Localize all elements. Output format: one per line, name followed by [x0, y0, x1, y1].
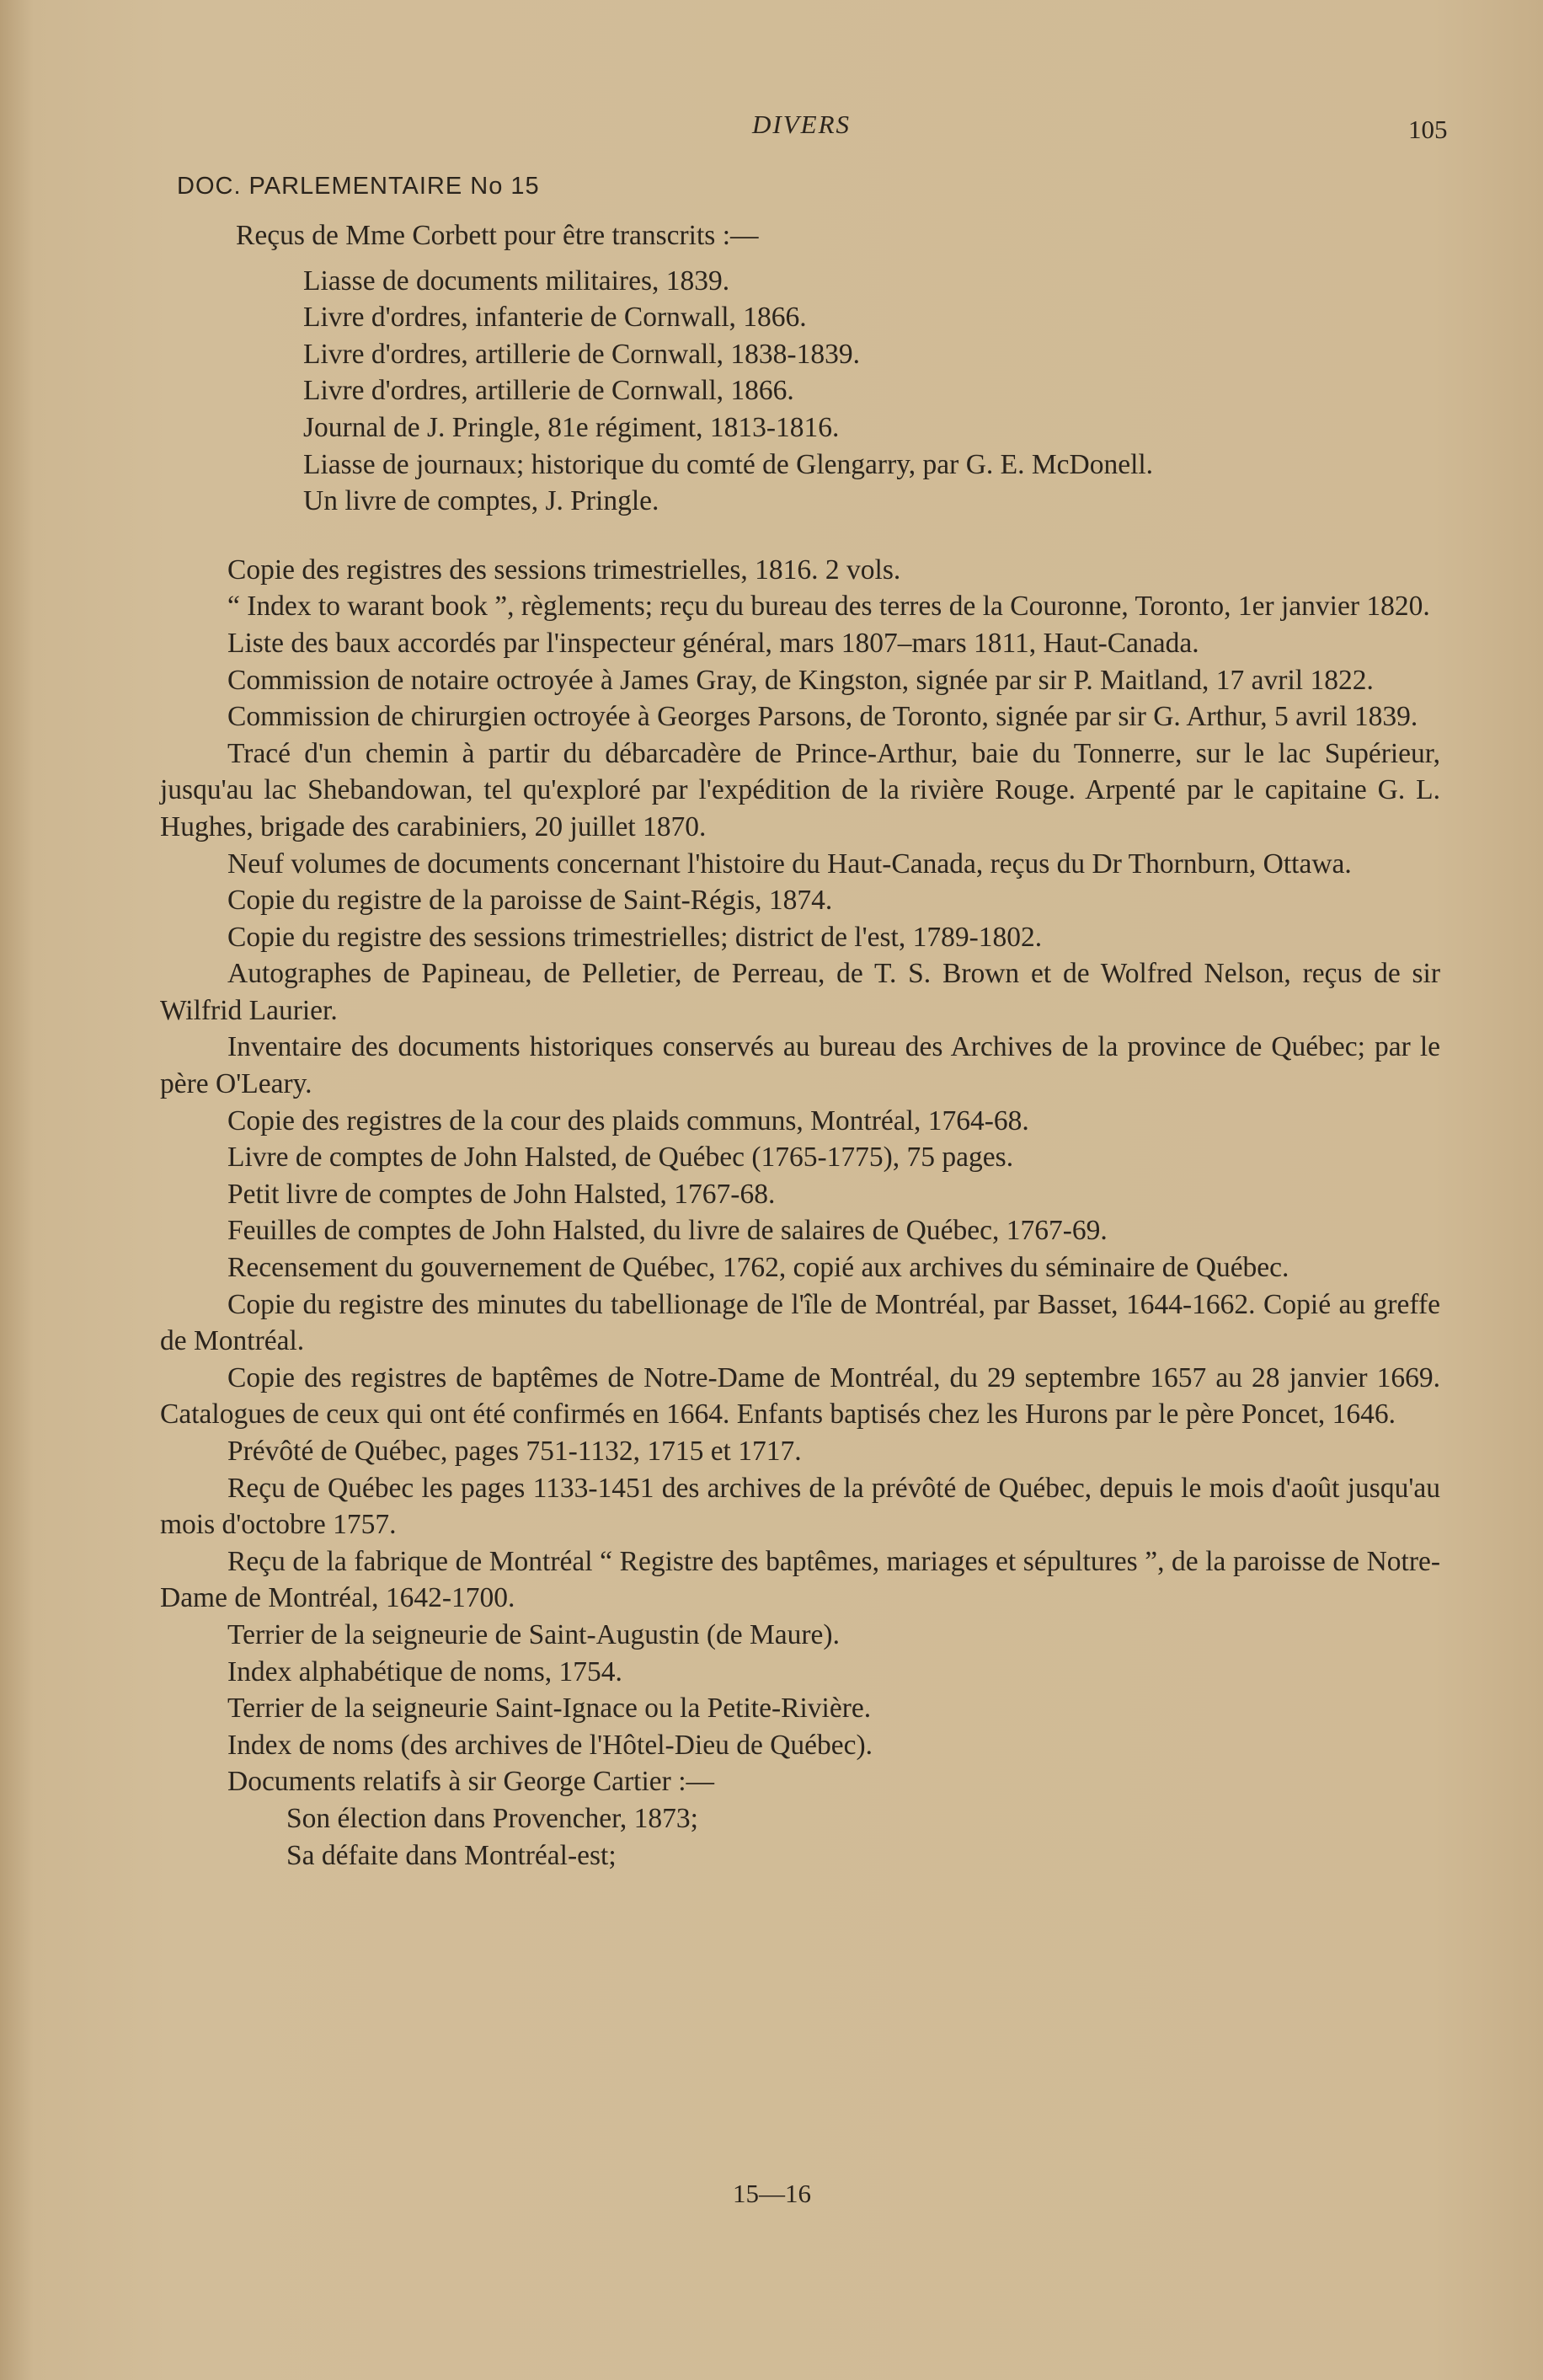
entry-paragraph: Documents relatifs à sir George Cartier :— — [227, 1766, 715, 1798]
cartier-items-list — [286, 1800, 1440, 1874]
entry-paragraph: Reçu de la fabrique de Montréal “ Registre des baptêmes, mariages et sépultures ”, de la paroisse de Notre-Dame de Montréal, 1642-1700. — [160, 1545, 1440, 1614]
signature-mark: 15—16 — [733, 2179, 811, 2208]
list-item: Livre d'ordres, infanterie de Cornwall, 1866. — [303, 302, 807, 334]
entry-paragraph: Index de noms (des archives de l'Hôtel-Dieu de Québec). — [227, 1729, 873, 1761]
list-item: Livre d'ordres, artillerie de Cornwall, 1838-1839. — [303, 338, 860, 370]
list-item: Liasse de journaux; historique du comté de Glengarry, par G. E. McDonell. — [303, 448, 1154, 480]
entry-paragraph: Inventaire des documents historiques conservés au bureau des Archives de la province de Québec; par le père O'Leary. — [160, 1031, 1440, 1100]
entry-paragraph: Tracé d'un chemin à partir du débarcadère de Prince-Arthur, baie du Tonnerre, sur le lac Supérieur, jusqu'au lac Shebandowan, tel qu'exploré par l'expédition de la rivière Rouge. Arpenté par le capitaine G. L. Hughes, brigade des carabiniers, 20 juillet 1870. — [160, 737, 1440, 842]
entry-paragraph: Terrier de la seigneurie Saint-Ignace ou la Petite-Rivière. — [227, 1693, 872, 1725]
page-header — [0, 110, 1543, 152]
corbett-items-list — [303, 263, 1440, 520]
entry-paragraph: Copie des registres de la cour des plaids communs, Montréal, 1764-68. — [227, 1104, 1029, 1137]
list-item: Un livre de comptes, J. Pringle. — [303, 485, 659, 517]
entry-paragraph: Copie du registre de la paroisse de Saint-Régis, 1874. — [227, 885, 833, 917]
entry-paragraph: Feuilles de comptes de John Halsted, du livre de salaires de Québec, 1767-69. — [227, 1215, 1108, 1247]
entry-paragraph: Petit livre de comptes de John Halsted, 1767-68. — [227, 1178, 776, 1210]
entry-paragraph: Liste des baux accordés par l'inspecteur général, mars 1807–mars 1811, Haut-Canada. — [227, 627, 1199, 659]
entry-paragraph: Commission de notaire octroyée à James Gray, de Kingston, signée par sir P. Maitland, 17 avril 1822. — [227, 664, 1374, 696]
entry-paragraph: Autographes de Papineau, de Pelletier, de Perreau, de T. S. Brown et de Wolfred Nelson, reçus de sir Wilfrid Laurier. — [160, 958, 1440, 1026]
list-item: Son élection dans Provencher, 1873; — [286, 1802, 698, 1834]
list-item: Journal de J. Pringle, 81e régiment, 1813-1816. — [303, 411, 840, 443]
page-body — [160, 217, 1440, 1874]
document-label: DOC. PARLEMENTAIRE No 15 — [177, 173, 540, 200]
entry-paragraph: “ Index to warant book ”, règlements; reçu du bureau des terres de la Couronne, Toronto, 1er janvier 1820. — [227, 591, 1430, 623]
entry-paragraph: Copie du registre des sessions trimestrielles; district de l'est, 1789-1802. — [227, 921, 1043, 953]
entry-paragraph: Terrier de la seigneurie de Saint-Augustin (de Maure). — [227, 1618, 840, 1650]
entry-paragraph: Neuf volumes de documents concernant l'histoire du Haut-Canada, reçus du Dr Thornburn, Ottawa. — [227, 848, 1352, 880]
entry-paragraph: Prévôté de Québec, pages 751-1132, 1715 et 1717. — [227, 1436, 802, 1467]
entry-paragraph: Copie des registres des sessions trimestrielles, 1816. 2 vols. — [227, 554, 901, 586]
entry-paragraph: Index alphabétique de noms, 1754. — [227, 1655, 622, 1687]
page-number: 105 — [1408, 115, 1448, 144]
entry-paragraph: Copie des registres de baptêmes de Notre-Dame de Montréal, du 29 septembre 1657 au 28 janvier 1669. Catalogues de ceux qui ont été confirmés en 1664. Enfants baptisés chez les Hurons par le père Poncet, 1646. — [160, 1361, 1440, 1431]
entry-paragraph: Reçu de Québec les pages 1133-1451 des archives de la prévôté de Québec, depuis le mois d'août jusqu'au mois d'octobre 1757. — [160, 1472, 1440, 1541]
list-item: Liasse de documents militaires, 1839. — [303, 265, 730, 297]
entry-paragraph: Recensement du gouvernement de Québec, 1762, copié aux archives du séminaire de Québec. — [227, 1252, 1289, 1284]
list-item: Livre d'ordres, artillerie de Cornwall, 1866. — [303, 375, 794, 407]
running-title: DIVERS — [752, 110, 852, 139]
entry-paragraph: Commission de chirurgien octroyée à Georges Parsons, de Toronto, signée par sir G. Arthur, 5 avril 1839. — [227, 701, 1418, 733]
entry-paragraph: Copie du registre des minutes du tabellionage de l'île de Montréal, par Basset, 1644-1662. Copié au greffe de Montréal. — [160, 1288, 1440, 1357]
entry-paragraph: Livre de comptes de John Halsted, de Québec (1765-1775), 75 pages. — [227, 1142, 1014, 1174]
list-item: Sa défaite dans Montréal-est; — [286, 1839, 617, 1871]
intro-paragraph: Reçus de Mme Corbett pour être transcrits :— — [236, 220, 759, 251]
